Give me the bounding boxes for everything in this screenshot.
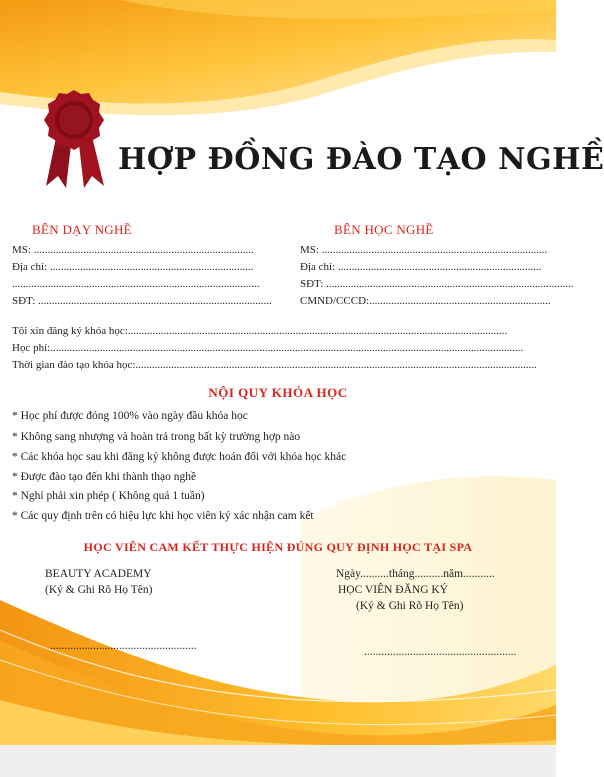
wax-seal-icon — [38, 88, 110, 192]
date-field[interactable]: Ngày..........tháng..........năm........... — [336, 568, 495, 580]
rule-item: * Nghỉ phải xin phép ( Không quá 1 tuần) — [12, 490, 205, 502]
rule-item: * Các quy định trên có hiệu lực khi học viên ký xác nhận cam kết — [12, 510, 314, 522]
right-signatory-name: HỌC VIÊN ĐĂNG KÝ — [338, 584, 448, 596]
page-title: HỢP ĐỒNG ĐÀO TẠO NGHỀ — [118, 142, 604, 177]
commitment-heading: HỌC VIÊN CAM KẾT THỰC HIỆN ĐÚNG QUY ĐỊNH HỌC TẠI SPA — [83, 540, 473, 554]
course-duration-field[interactable]: Thời gian đào tạo khóa học:.................................................................................................................................................. — [12, 359, 537, 371]
rule-item: * Học phí được đóng 100% vào ngày đầu khóa học — [12, 410, 248, 422]
teacher-ms-field[interactable]: MS: ................................................................................ — [12, 244, 254, 256]
teacher-heading: BÊN DẠY NGHỀ — [32, 222, 132, 237]
course-register-field[interactable]: Tôi xin đăng ký khóa học:.......................................................................................................................................... — [12, 325, 508, 337]
right-signature-line[interactable]: ..................................................... — [364, 646, 517, 658]
student-heading: BÊN HỌC NGHỀ — [334, 222, 434, 237]
left-signature-line[interactable]: ................................................... — [50, 640, 197, 652]
teacher-phone-field[interactable]: SĐT: ..................................................................................... — [12, 295, 272, 307]
student-id-field[interactable]: CMND/CCCD:.................................................................. — [300, 295, 551, 307]
student-ms-field[interactable]: MS: .................................................................................. — [300, 244, 548, 256]
student-address-field[interactable]: Địa chỉ: .......................................................................... — [300, 261, 542, 273]
rule-item: * Các khóa học sau khi đăng ký không được hoán đổi với khóa học khác — [12, 451, 347, 463]
rule-item: * Được đào tạo đến khi thành thạo nghề — [12, 471, 197, 483]
right-signature-note: (Ký & Ghi Rõ Họ Tên) — [356, 600, 464, 612]
student-phone-field[interactable]: SĐT: .......................................................................................... — [300, 278, 574, 290]
teacher-address-field[interactable]: Địa chỉ: .......................................................................... — [12, 261, 254, 273]
rules-heading: NỘI QUY KHÓA HỌC — [208, 385, 348, 400]
left-signature-note: (Ký & Ghi Rõ Họ Tên) — [45, 584, 153, 596]
left-signatory-name: BEAUTY ACADEMY — [45, 568, 152, 580]
teacher-address-cont-field[interactable]: .......................................................................................... — [12, 278, 260, 290]
course-fee-field[interactable]: Học phí:............................................................................................................................................................................ — [12, 342, 524, 354]
rule-item: * Không sang nhượng và hoàn trả trong bất kỳ trường hợp nào — [12, 431, 301, 443]
